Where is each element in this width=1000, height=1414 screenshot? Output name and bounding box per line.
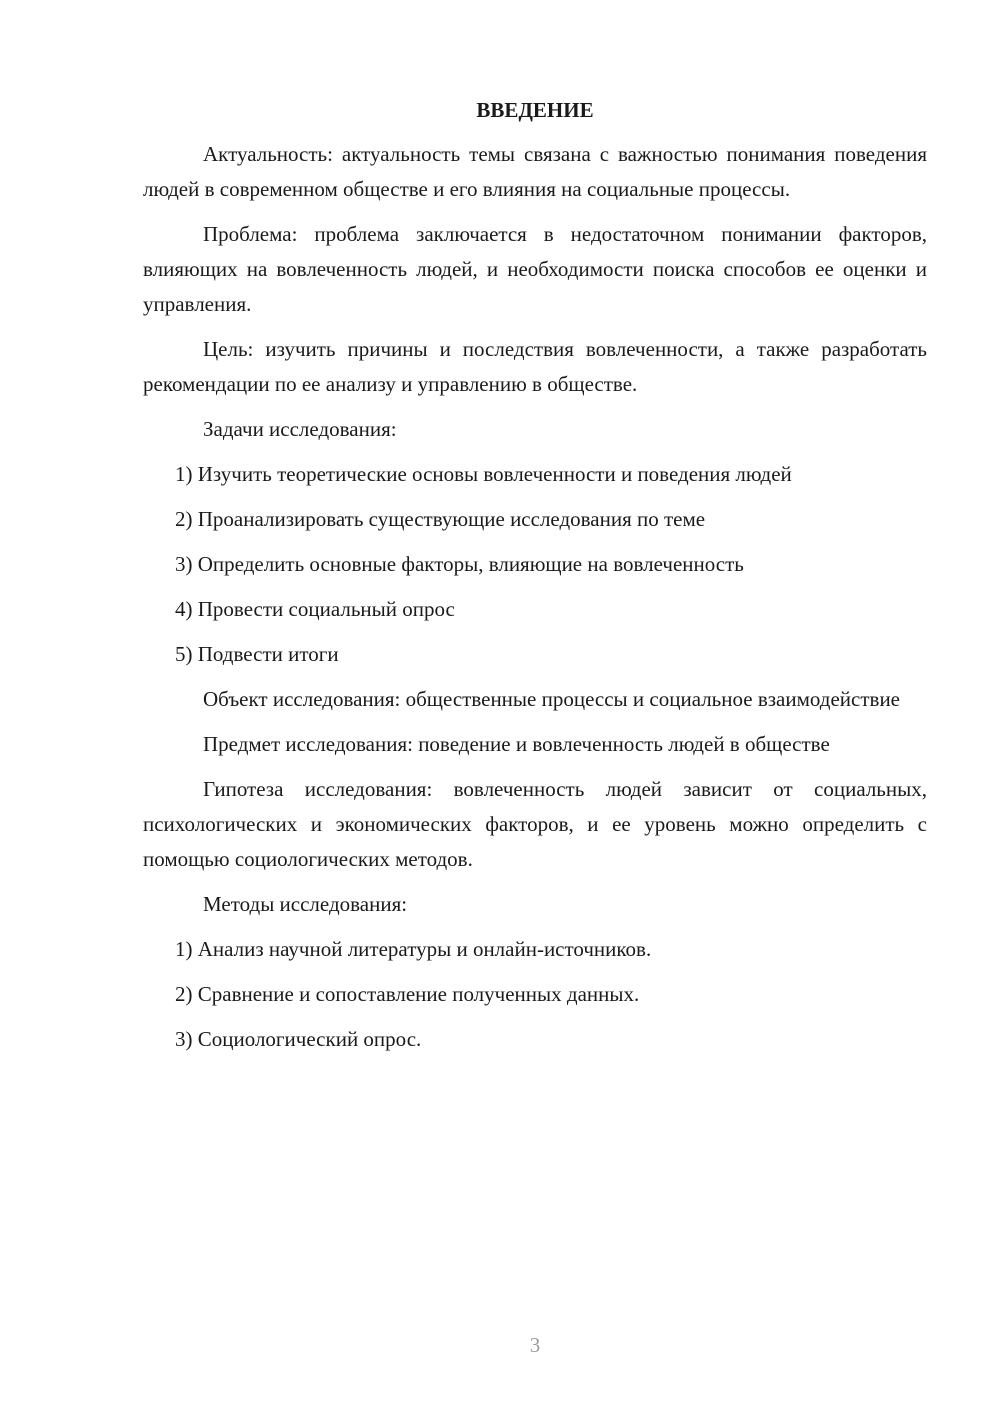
problem-paragraph: Проблема: проблема заключается в недостаточном понимании факторов, влияющих на вовлеченность людей, и необходимости поиска способов ее оценки и управления. bbox=[143, 222, 927, 316]
method-item: 3) Социологический опрос. bbox=[175, 1027, 422, 1051]
goal-paragraph: Цель: изучить причины и последствия вовлеченности, а также разработать рекомендации по ее анализу и управлению в обществе. bbox=[143, 337, 927, 396]
subject-paragraph: Предмет исследования: поведение и вовлеченность людей в обществе bbox=[203, 732, 830, 756]
page-number: 3 bbox=[529, 1333, 541, 1357]
task-item: 5) Подвести итоги bbox=[175, 642, 339, 666]
relevance-paragraph: Актуальность: актуальность темы связана с важностью понимания поведения людей в современном обществе и его влияния на социальные процессы. bbox=[143, 142, 927, 201]
task-item: 4) Провести социальный опрос bbox=[175, 597, 455, 621]
hypothesis-paragraph: Гипотеза исследования: вовлеченность людей зависит от социальных, психологических и экономических факторов, и ее уровень можно определить с помощью социологических методов. bbox=[143, 777, 927, 871]
task-item: 2) Проанализировать существующие исследования по теме bbox=[175, 507, 706, 531]
section-title: ВВЕДЕНИЕ bbox=[476, 98, 594, 122]
method-item: 2) Сравнение и сопоставление полученных данных. bbox=[175, 982, 640, 1006]
page-content bbox=[143, 93, 927, 1067]
tasks-list bbox=[143, 457, 927, 672]
method-item: 1) Анализ научной литературы и онлайн-источников. bbox=[175, 937, 652, 961]
tasks-heading: Задачи исследования: bbox=[203, 417, 397, 441]
methods-heading: Методы исследования: bbox=[203, 892, 408, 916]
methods-list bbox=[143, 932, 927, 1057]
object-paragraph: Объект исследования: общественные процессы и социальное взаимодействие bbox=[203, 687, 900, 711]
task-item: 1) Изучить теоретические основы вовлеченности и поведения людей bbox=[175, 462, 792, 486]
task-item: 3) Определить основные факторы, влияющие на вовлеченность bbox=[175, 552, 744, 576]
